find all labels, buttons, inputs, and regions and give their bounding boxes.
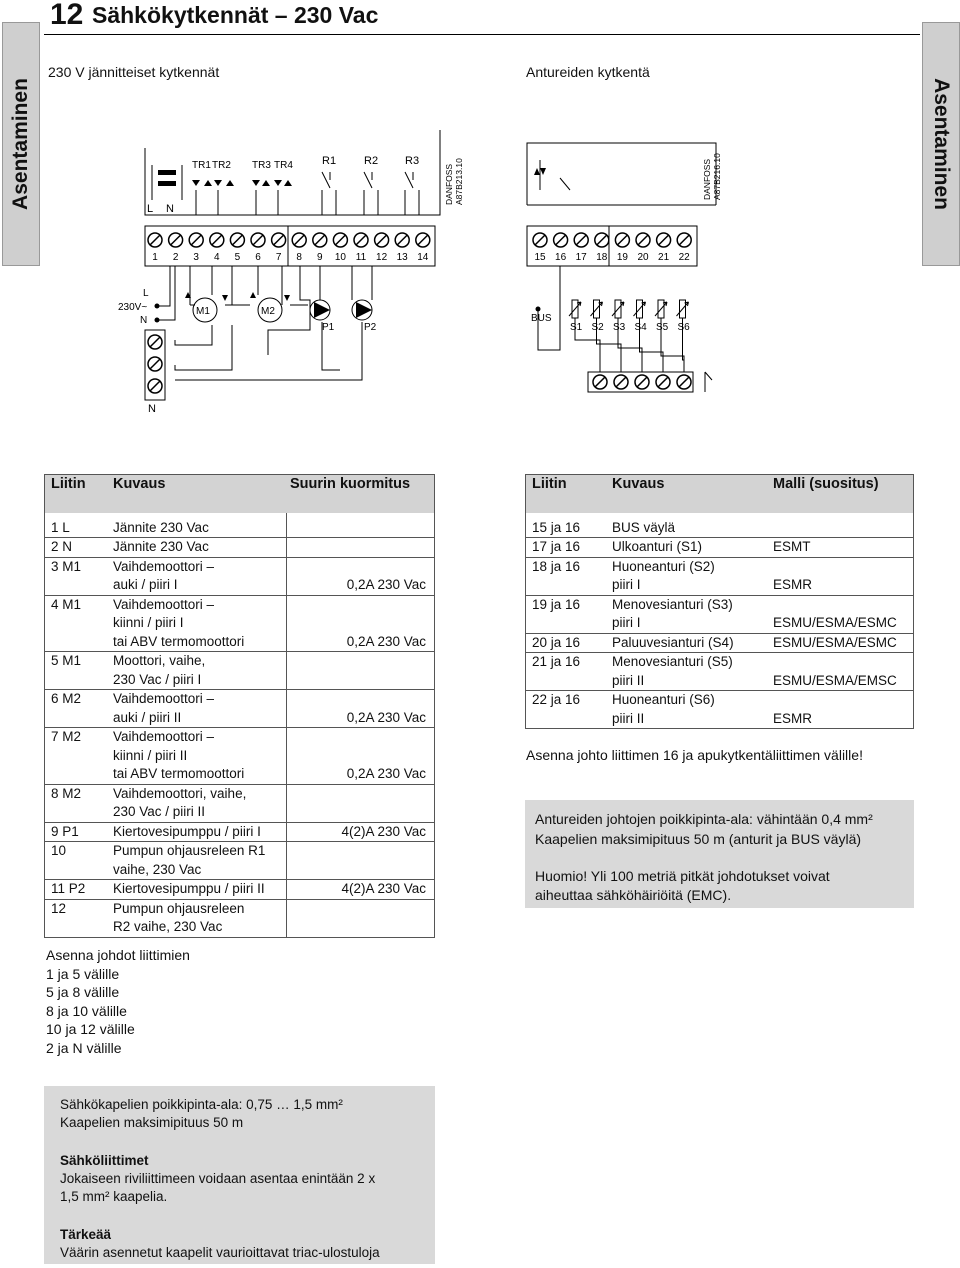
- wiring-diagram-230v: [0, 130, 500, 420]
- sensor-label: S6: [677, 322, 690, 333]
- cell-terminal: 20 ja 16: [526, 633, 609, 653]
- terminal-number: 12: [376, 252, 388, 263]
- table-row: [526, 576, 914, 595]
- cell-description: R2 vaihe, 230 Vac: [113, 919, 223, 934]
- col-header-terminal: Liitin: [51, 476, 86, 492]
- terminal-number: 17: [575, 252, 587, 263]
- label-230v: 230V~: [118, 302, 148, 313]
- table-row: [526, 614, 914, 633]
- label-tr1: TR1: [192, 160, 211, 171]
- cell-terminal: 10: [51, 843, 67, 858]
- cell-description: Huoneanturi (S2): [612, 558, 715, 574]
- cell-description: Huoneanturi (S6): [612, 692, 715, 707]
- col-header-description: Kuvaus: [612, 476, 665, 492]
- cell-terminal: 18 ja 16: [532, 558, 581, 574]
- cell-terminal: 15 ja 16: [526, 513, 609, 538]
- arrow-down-icon: [222, 295, 228, 301]
- terminal-screws: [148, 233, 430, 247]
- cell-load: [286, 918, 435, 937]
- fuse-icon: [158, 170, 176, 175]
- terminal-number: 6: [255, 252, 261, 263]
- terminals-heading: Sähköliittimet: [60, 1153, 149, 1168]
- install-note: Asenna johto liittimen 16 ja apukytkentäliittimen välille!: [526, 747, 863, 763]
- wiring-instruction-line: 1 ja 5 välille: [46, 965, 120, 982]
- cell-description: kiinni / piiri II: [113, 747, 188, 763]
- side-tab-right: [922, 22, 960, 266]
- controller-outline: [145, 130, 440, 215]
- cell-terminal: [45, 709, 110, 728]
- label-m1: M1: [196, 306, 210, 317]
- table-row: [45, 803, 435, 822]
- terminal-number: 21: [658, 252, 670, 263]
- cell-terminal: [526, 614, 609, 633]
- cell-terminal: 6 M2: [51, 691, 82, 706]
- cell-load: [286, 803, 435, 822]
- table-row: [45, 842, 435, 861]
- terminal-number: 9: [317, 252, 323, 263]
- page-title: Sähkökytkennät – 230 Vac: [92, 2, 379, 28]
- table-row: [45, 690, 435, 709]
- cell-model: [769, 513, 914, 538]
- terminal-strip: [145, 226, 435, 266]
- right-terminal-table: [525, 474, 914, 729]
- terminal-number: 15: [534, 252, 546, 263]
- cell-description: Vaihdemoottori –: [113, 596, 215, 612]
- cable-cross-section: Sähkökapelien poikkipinta-ala: 0,75 … 1,5 mm²: [60, 1097, 343, 1112]
- cell-load: 0,2A 230 Vac: [286, 633, 435, 652]
- cell-load: [286, 595, 435, 614]
- cell-terminal: 19 ja 16: [532, 596, 581, 612]
- col-header-terminal: Liitin: [532, 476, 567, 492]
- table-row: [526, 653, 914, 672]
- cell-description: 230 Vac / piiri I: [109, 671, 286, 690]
- cell-description: tai ABV termomoottori: [109, 633, 286, 652]
- cell-model: [769, 691, 914, 710]
- cell-description: Pumpun ohjausreleen R1: [113, 843, 266, 858]
- cell-load: 4(2)A 230 Vac: [286, 880, 435, 900]
- cell-description: Ulkoanturi (S1): [608, 538, 769, 558]
- cell-description: Jännite 230 Vac: [109, 513, 286, 538]
- cell-terminal: 4 M1: [51, 596, 82, 612]
- cell-terminal: 1 L: [45, 513, 110, 538]
- sensor-label: S4: [634, 322, 647, 333]
- label-supply-N: N: [140, 315, 148, 326]
- sensor-controller-outline: [527, 143, 716, 205]
- cell-load: [286, 614, 435, 633]
- cell-load: [286, 861, 435, 880]
- cell-model: ESMR: [769, 576, 914, 595]
- terminal-number: 7: [275, 252, 282, 263]
- cell-terminal: [45, 765, 110, 784]
- label-m2: M2: [261, 306, 275, 317]
- table-row: [526, 538, 914, 558]
- relay-contacts: [322, 172, 419, 215]
- terminal-number: 1: [152, 252, 158, 263]
- cell-description: Vaihdemoottori –: [113, 691, 215, 706]
- cell-description: piiri I: [608, 614, 769, 633]
- cell-model: [769, 653, 914, 672]
- cell-terminal: 5 M1: [51, 653, 82, 668]
- sensor-label: S3: [613, 322, 626, 333]
- table-row: [45, 728, 435, 747]
- sensor-cable-line-1: Antureiden johtojen poikkipinta-ala: vähintään 0,4 mm²: [535, 811, 873, 827]
- sensor-terminal-strip: [527, 226, 697, 266]
- table-row: [45, 595, 435, 614]
- label-r1: R1: [322, 155, 337, 167]
- terminal-number: 8: [296, 252, 302, 263]
- cell-description: auki / piiri I: [109, 576, 286, 595]
- table-row: [45, 709, 435, 728]
- emc-warning-line-1: Huomio! Yli 100 metriä pitkät johdotukset voivat: [535, 868, 830, 884]
- wiring-instructions: [46, 946, 190, 1057]
- label-supply-L: L: [143, 288, 149, 299]
- header-rule: [44, 34, 920, 35]
- terminal-number: 11: [355, 252, 367, 263]
- cell-terminal: 21 ja 16: [532, 654, 581, 669]
- cell-description: Moottori, vaihe,: [113, 653, 206, 668]
- terminal-number: 20: [637, 252, 649, 263]
- cell-load: [286, 652, 435, 671]
- arrow-up-icon: [534, 168, 540, 175]
- cell-description: kiinni / piiri I: [113, 615, 184, 630]
- wiring-instruction-line: 10 ja 12 välille: [46, 1021, 135, 1037]
- terminal-number: 18: [596, 252, 608, 263]
- sensor-terminal-screws: [533, 233, 691, 247]
- label-tr4: TR4: [274, 160, 293, 171]
- cell-model: ESMU/ESMA/ESMC: [769, 633, 914, 653]
- terminal-number: 14: [417, 252, 429, 263]
- terminal-number: 22: [678, 252, 690, 263]
- terminals-text-line-1: Jokaiseen riviliittimeen voidaan asentaa enintään 2 x: [60, 1171, 376, 1186]
- cell-description: auki / piiri II: [109, 709, 286, 728]
- cell-load: [286, 728, 435, 747]
- cell-load: [286, 690, 435, 709]
- table-row: [45, 538, 435, 558]
- cell-description: Paluuvesianturi (S4): [608, 633, 769, 653]
- label-N: N: [166, 203, 174, 215]
- table-row: [45, 652, 435, 671]
- table-row: [45, 918, 435, 937]
- arrow-down-icon: [284, 295, 290, 301]
- left-section-title: 230 V jännitteiset kytkennät: [48, 64, 220, 80]
- diagram-code-2: A87B213.10: [454, 158, 464, 205]
- terminal-number: 2: [172, 252, 179, 263]
- cell-terminal: [45, 861, 110, 880]
- cell-description: Menovesianturi (S3): [612, 596, 733, 612]
- cell-model: [769, 557, 914, 576]
- cell-model: ESMU/ESMA/ESMC: [769, 614, 914, 633]
- cell-description: vaihe, 230 Vac: [109, 861, 286, 880]
- cell-description: piiri II: [612, 710, 645, 726]
- cell-model: [769, 595, 914, 614]
- emc-warning-line-2: aiheuttaa sähköhäiriöitä (EMC).: [535, 887, 732, 903]
- cable-max-length: Kaapelien maksimipituus 50 m: [60, 1115, 244, 1130]
- cell-description: BUS väylä: [608, 513, 769, 538]
- terminal-number: 13: [396, 252, 408, 263]
- wiring-instruction-line: 5 ja 8 välille: [46, 984, 120, 1000]
- wiring-instruction-line: Asenna johdot liittimien: [46, 947, 190, 963]
- table-row: [526, 513, 914, 538]
- terminal-numbers: [152, 252, 429, 263]
- terminal-number: 10: [334, 252, 346, 263]
- table-row: [45, 861, 435, 880]
- table-row: [526, 633, 914, 653]
- cell-description: Vaihdemoottori –: [113, 729, 215, 744]
- label-neutral: N: [148, 403, 156, 415]
- cell-terminal: 7 M2: [51, 729, 82, 744]
- label-bus: BUS: [531, 313, 552, 324]
- label-tr2: TR2: [212, 160, 231, 171]
- terminals-text-line-2: 1,5 mm² kaapelia.: [60, 1189, 168, 1204]
- sensor-cable-line-2: Kaapelien maksimipituus 50 m (anturit ja BUS väylä): [535, 831, 862, 847]
- table-row: [45, 899, 435, 918]
- side-tab-right-label: Asentaminen: [930, 78, 953, 210]
- table-row: [45, 784, 435, 803]
- label-p1: P1: [322, 322, 335, 333]
- cell-load: 4(2)A 230 Vac: [286, 822, 435, 842]
- cable-info-box: [44, 1086, 435, 1264]
- cell-terminal: 9 P1: [45, 822, 110, 842]
- cell-terminal: [45, 747, 110, 766]
- table-row: [45, 765, 435, 784]
- sensor-label: S5: [656, 322, 669, 333]
- cell-description: Jännite 230 Vac: [109, 538, 286, 558]
- cell-load: 0,2A 230 Vac: [286, 765, 435, 784]
- cell-terminal: 12: [51, 900, 67, 916]
- sensor-label: S2: [591, 322, 604, 333]
- table-row: [526, 557, 914, 576]
- table-row: [526, 595, 914, 614]
- cell-model: ESMT: [769, 538, 914, 558]
- left-terminal-table: [44, 474, 435, 938]
- aux-terminal-screws: [593, 375, 691, 389]
- table-row: [45, 513, 435, 538]
- cell-description: Vaihdemoottori, vaihe,: [113, 785, 247, 801]
- important-heading: Tärkeää: [60, 1227, 112, 1242]
- cell-terminal: 2 N: [45, 538, 110, 558]
- col-header-load: Suurin kuormitus: [290, 476, 411, 492]
- wiring-lines: [157, 266, 372, 380]
- cell-terminal: [45, 614, 110, 633]
- label-r2: R2: [364, 155, 379, 167]
- cell-load: [286, 899, 435, 918]
- cell-terminal: [526, 672, 609, 691]
- sensor-label: S1: [570, 322, 583, 333]
- table-row: [526, 672, 914, 691]
- neutral-screws: [148, 335, 162, 393]
- page-number: 12: [50, 0, 84, 31]
- cell-terminal: [45, 803, 110, 822]
- wiring-instruction-line: 2 ja N välille: [46, 1039, 122, 1056]
- cell-description: 230 Vac / piiri II: [109, 803, 286, 822]
- terminal-number: 19: [616, 252, 628, 263]
- temperature-sensors: [538, 266, 690, 372]
- table-row: [45, 614, 435, 633]
- cell-load: 0,2A 230 Vac: [286, 709, 435, 728]
- cell-terminal: 8 M2: [51, 785, 82, 801]
- cell-description: piiri I: [608, 576, 769, 595]
- cell-terminal: [526, 710, 609, 729]
- sensor-terminal-numbers: [534, 252, 690, 263]
- table-row: [526, 691, 914, 710]
- cell-terminal: [45, 918, 110, 937]
- sensor-note-box: [525, 800, 914, 908]
- wiring-instruction-line: 8 ja 10 välille: [46, 1002, 127, 1019]
- terminal-number: 16: [555, 252, 567, 263]
- cell-description: piiri II: [608, 672, 769, 691]
- cell-load: [286, 538, 435, 558]
- table-row: [45, 671, 435, 690]
- cell-terminal: 17 ja 16: [526, 538, 609, 558]
- important-text: Väärin asennetut kaapelit vaurioittavat triac-ulostuloja: [60, 1245, 380, 1260]
- table-row: [45, 822, 435, 842]
- col-header-model: Malli (suositus): [773, 476, 879, 492]
- label-r3: R3: [405, 155, 420, 167]
- terminal-number: 5: [234, 252, 241, 263]
- cell-load: [286, 784, 435, 803]
- cell-terminal: 3 M1: [51, 558, 82, 574]
- fuse-icon: [158, 181, 176, 186]
- terminal-number: 4: [214, 252, 220, 263]
- arrow-down-icon: [540, 168, 546, 175]
- cell-load: [286, 557, 435, 576]
- cell-terminal: [45, 633, 110, 652]
- cell-description: Vaihdemoottori –: [113, 558, 215, 574]
- cell-load: 0,2A 230 Vac: [286, 576, 435, 595]
- table-row: [45, 633, 435, 652]
- cell-model: ESMR: [773, 710, 813, 726]
- cell-description: Kiertovesipumppu / piiri I: [109, 822, 286, 842]
- diagram-code-1: DANFOSS: [444, 163, 454, 205]
- label-L: L: [147, 203, 154, 215]
- sensor-diagram-code-1: DANFOSS: [702, 158, 712, 200]
- table-row: [45, 747, 435, 766]
- cell-model: ESMU/ESMA/EMSC: [769, 672, 914, 691]
- cell-load: [286, 671, 435, 690]
- terminal-number: 3: [193, 252, 199, 263]
- cell-terminal: [526, 576, 609, 595]
- table-row: [526, 710, 914, 729]
- cell-description: Menovesianturi (S5): [612, 654, 733, 669]
- cell-terminal: 22 ja 16: [532, 692, 581, 707]
- sensor-wiring-diagram: [500, 130, 740, 420]
- label-tr3: TR3: [252, 160, 271, 171]
- table-row: [45, 557, 435, 576]
- cell-description: tai ABV termomoottori: [109, 765, 286, 784]
- table-row: [45, 576, 435, 595]
- ground-icon: [705, 372, 712, 392]
- side-tab-left-label: Asentaminen: [9, 78, 32, 210]
- right-section-title: Antureiden kytkentä: [526, 64, 650, 80]
- cell-load: [286, 842, 435, 861]
- cell-load: [286, 513, 435, 538]
- cell-terminal: 11 P2: [45, 880, 110, 900]
- cell-description: Pumpun ohjausreleen: [113, 900, 245, 916]
- cell-load: [286, 747, 435, 766]
- arrow-up-icon: [250, 292, 256, 298]
- sensor-diagram-code-2: A87B216.10: [712, 153, 722, 200]
- cell-terminal: [45, 671, 110, 690]
- table-row: [45, 880, 435, 900]
- cell-description: Kiertovesipumppu / piiri II: [109, 880, 286, 900]
- triac-icons: [192, 180, 292, 186]
- label-p2: P2: [364, 322, 377, 333]
- cell-terminal: [45, 576, 110, 595]
- col-header-description: Kuvaus: [113, 476, 166, 492]
